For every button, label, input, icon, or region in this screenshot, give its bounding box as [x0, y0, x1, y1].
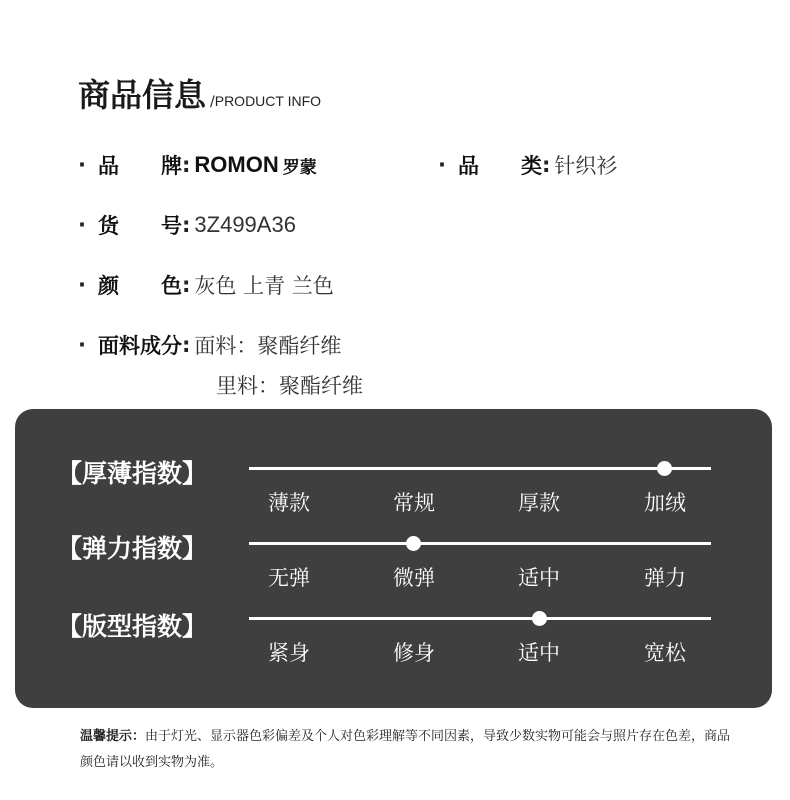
- thickness-tick: 厚款: [518, 491, 560, 515]
- fabric-label: 面料成分: [98, 334, 182, 358]
- color-value: 灰色 上青 兰色: [194, 274, 334, 298]
- notice: [80, 724, 740, 776]
- fit-indicator: [532, 611, 547, 626]
- elasticity-tick: 无弹: [268, 566, 310, 590]
- elasticity-index-label: 【弹力指数】: [57, 534, 208, 563]
- colon: :: [182, 333, 191, 357]
- fit-tick: 修身: [393, 641, 435, 665]
- colon: :: [182, 213, 191, 237]
- info-row-fabric-lining: [216, 370, 363, 400]
- notice-text: 由于灯光、显示器色彩偏差及个人对色彩理解等不同因素，导致少数实物可能会与照片存在色差，商品颜色请以收到实物为准。: [80, 729, 731, 770]
- elasticity-tick: 微弹: [393, 566, 435, 590]
- elasticity-tick: 弹力: [644, 566, 686, 590]
- fit-track: [249, 617, 711, 620]
- page-title: [78, 70, 321, 116]
- color-label: 颜 色: [98, 274, 182, 298]
- bullet: ·: [78, 153, 86, 177]
- fit-index-label: 【版型指数】: [57, 612, 208, 641]
- category-label: 品 类: [458, 154, 542, 178]
- colon: :: [542, 153, 551, 177]
- info-row-item-no: [78, 210, 296, 240]
- info-row-category: [438, 150, 617, 180]
- category-value: 针织衫: [554, 154, 618, 178]
- thickness-tick: 薄款: [268, 491, 310, 515]
- brand-value: ROMON: [194, 152, 279, 177]
- bullet: ·: [78, 213, 86, 237]
- bullet: ·: [78, 273, 86, 297]
- title-main: 商品信息: [78, 76, 207, 114]
- fit-tick: 紧身: [268, 641, 310, 665]
- info-row-brand: [78, 150, 317, 180]
- elasticity-tick: 适中: [518, 566, 560, 590]
- fabric-outer-value: 面料：聚酯纤维: [194, 334, 342, 358]
- brand-value-cn: 罗蒙: [282, 157, 317, 178]
- thickness-indicator: [657, 461, 672, 476]
- bullet: ·: [438, 153, 446, 177]
- colon: :: [182, 153, 191, 177]
- title-subtitle: PRODUCT INFO: [214, 93, 322, 109]
- thickness-index-label: 【厚薄指数】: [57, 459, 208, 488]
- info-row-color: [78, 270, 334, 300]
- item-no-label: 货 号: [98, 214, 182, 238]
- brand-label: 品 牌: [98, 154, 182, 178]
- thickness-track: [249, 467, 711, 470]
- index-panel: [15, 409, 772, 708]
- fit-tick: 适中: [518, 641, 560, 665]
- colon: :: [182, 273, 191, 297]
- elasticity-indicator: [406, 536, 421, 551]
- notice-label: 温馨提示：: [80, 729, 146, 744]
- item-no-value: 3Z499A36: [194, 212, 296, 237]
- thickness-tick: 加绒: [644, 491, 686, 515]
- info-row-fabric: [78, 330, 341, 360]
- fit-tick: 宽松: [644, 641, 686, 665]
- thickness-tick: 常规: [393, 491, 435, 515]
- bullet: ·: [78, 333, 86, 357]
- elasticity-track: [249, 542, 711, 545]
- fabric-lining-value: 里料：聚酯纤维: [216, 374, 363, 398]
- title-separator: /: [210, 94, 215, 110]
